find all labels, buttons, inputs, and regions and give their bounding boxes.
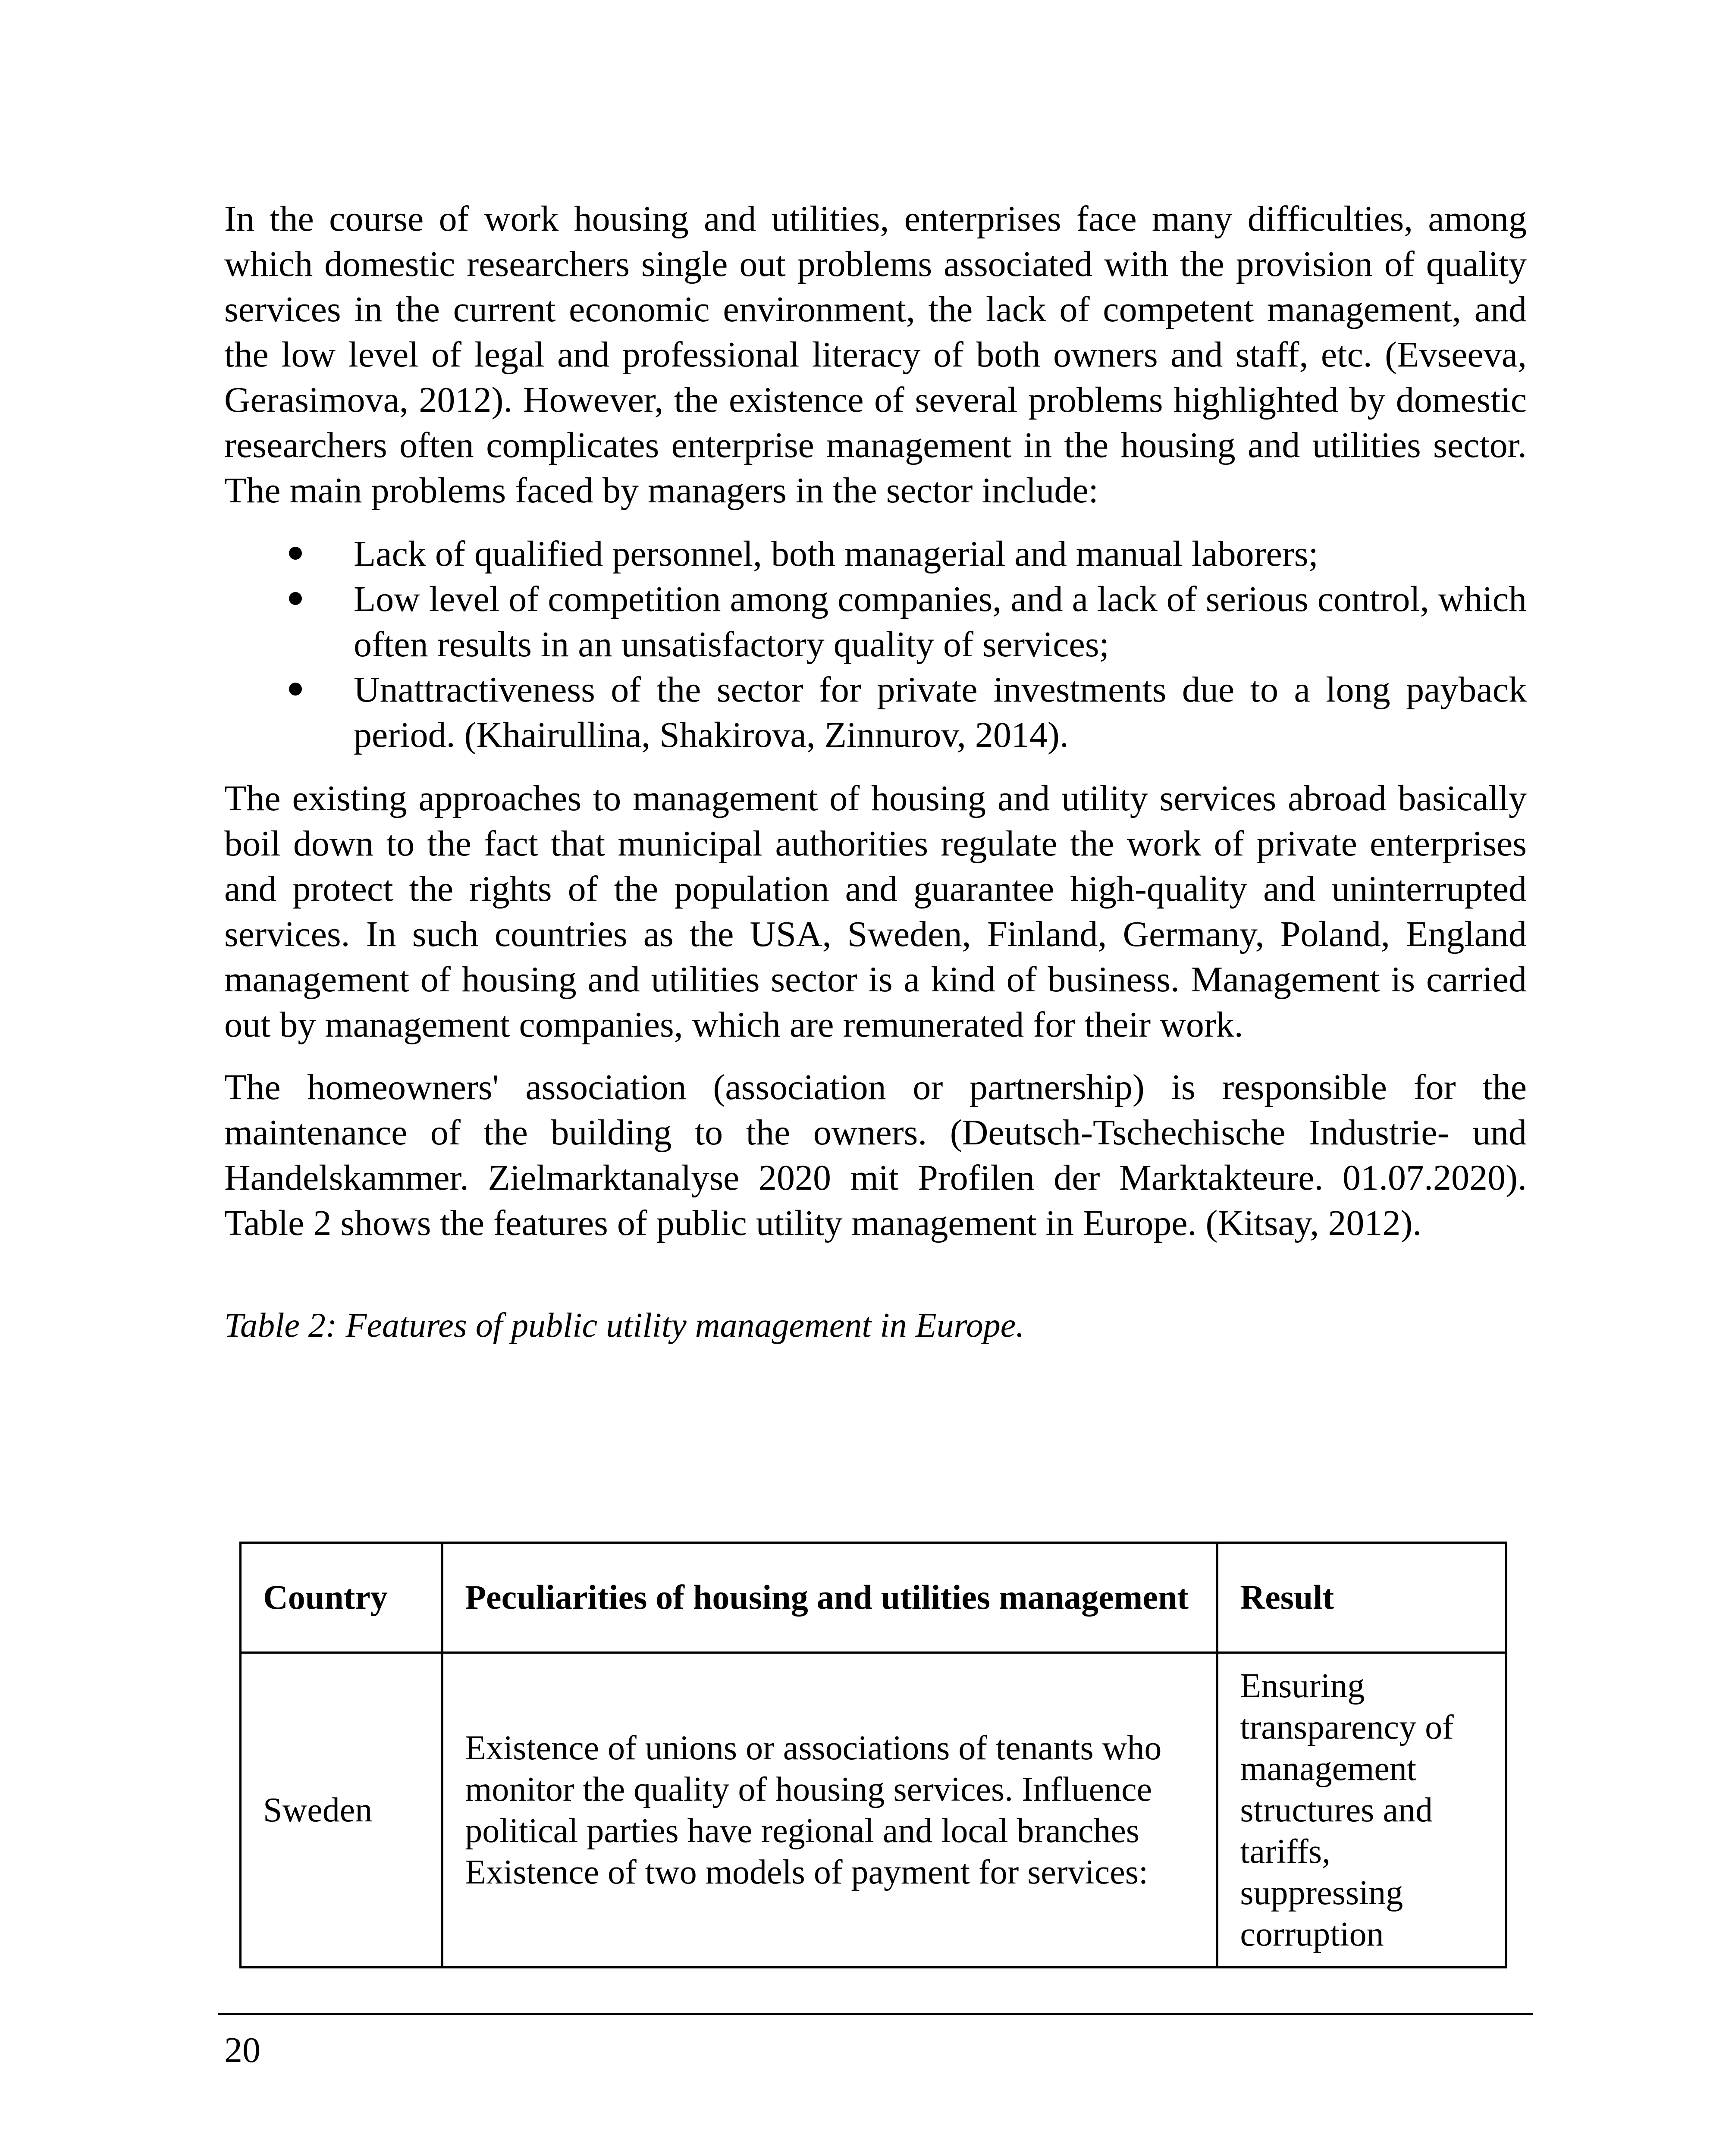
bullet-icon	[289, 592, 302, 605]
header-peculiarities: Peculiarities of housing and utilities management	[442, 1543, 1217, 1653]
footer-divider	[218, 2013, 1533, 2015]
problems-list	[224, 531, 1527, 758]
header-result: Result	[1217, 1543, 1506, 1653]
list-item-text: Lack of qualified personnel, both managerial and manual laborers;	[354, 534, 1318, 574]
header-country: Country	[241, 1543, 442, 1653]
list-item-text: Low level of competition among companies, and a lack of serious control, which often results in an unsatisfactory quality of services;	[354, 579, 1527, 664]
paragraph-abroad: The existing approaches to management of housing and utility services abroad basically boil down to the fact that municipal authorities regulate the work of private enterprises and protect the rights of the population and guarantee high-quality and uninterrupted services. In such countries as the USA, Sweden, Finland, Germany, Poland, England management of housing and utilities sector is a kind of business. Management is carried out by management companies, which are remunerated for their work.	[224, 778, 1527, 1045]
page-body	[224, 196, 1527, 1953]
list-item	[224, 531, 1527, 577]
page-number: 20	[224, 2030, 260, 2070]
list-item-text: Unattractiveness of the sector for private investments due to a long payback period. (Khairullina, Shakirova, Zinnurov, 2014).	[354, 670, 1527, 755]
bullet-icon	[289, 547, 302, 560]
table-row	[241, 1653, 1506, 1968]
paragraph-intro: In the course of work housing and utilities, enterprises face many difficulties, among which domestic researchers single out problems associated with the provision of quality services in the current economic environment, the lack of competent management, and the low level of legal and professional literacy of both owners and staff, etc. (Evseeva, Gerasimova, 2012). However, the existence of several problems highlighted by domestic researchers often complicates enterprise management in the housing and utilities sector. The main problems faced by managers in the sector include:	[224, 199, 1527, 511]
paragraph-homeowners: The homeowners' association (association or partnership) is responsible for the maintenance of the building to the owners. (Deutsch-Tschechische Industrie- und Handelskammer. Zielmarktanalyse 2020 mit Profilen der Marktakteure. 01.07.2020). Table 2 shows the features of public utility management in Europe. (Kitsay, 2012).	[224, 1067, 1527, 1243]
features-table	[239, 1542, 1507, 1968]
bullet-icon	[289, 683, 302, 696]
table-header-row	[241, 1543, 1506, 1653]
list-item	[224, 667, 1527, 758]
cell-result: Ensuring transparency of management structures and tariffs, suppressing corruption	[1217, 1653, 1506, 1968]
list-item	[224, 577, 1527, 667]
cell-peculiarities: Existence of unions or associations of tenants who monitor the quality of housing services. Influence political parties have regional and local branches Existence of two models of payment for services:	[442, 1653, 1217, 1968]
cell-country: Sweden	[241, 1653, 442, 1968]
table-caption: Table 2: Features of public utility management in Europe.	[224, 1307, 1025, 1344]
